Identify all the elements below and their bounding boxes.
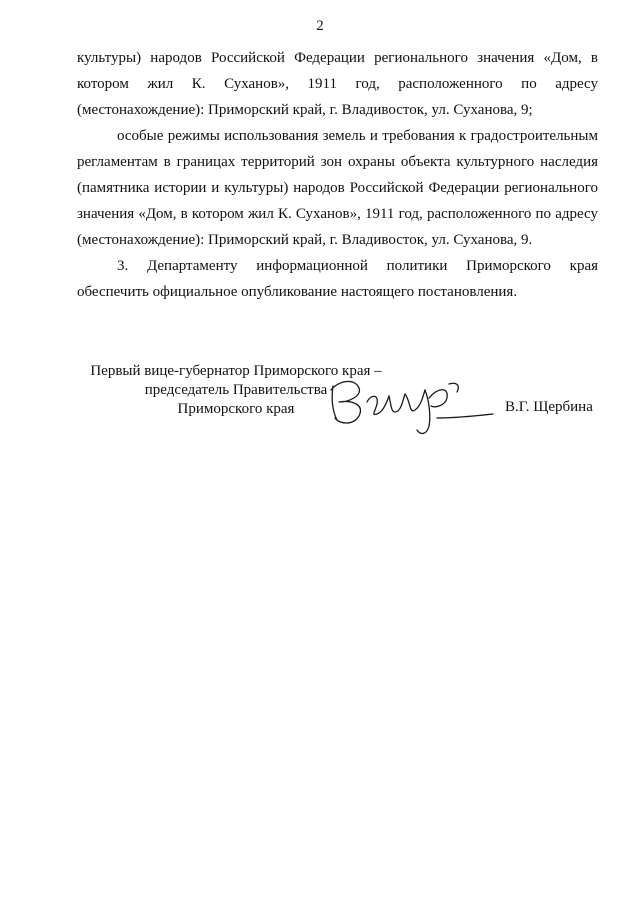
- signer-title-line: Приморского края: [177, 401, 295, 417]
- paragraph-land-use-regimes: особые режимы использования земель и требования к градостроительным регламентам в границах территорий зон охраны объекта культурного наследия (памятника истории и культуры) народов Российской Федерации регионального значения «Дом, в котором жил К. Суханов», 1911 год, расположенного по адресу (местонахождение): Приморский край, г. Владивосток, ул. Суханова, 9.: [77, 128, 598, 248]
- document-body: [77, 45, 598, 305]
- paragraph-continuation: культуры) народов Российской Федерации регионального значения «Дом, в котором жил К. Суханов», 1911 год, расположенного по адресу (местонахождение): Приморский край, г. Владивосток, ул. Суханова, 9;: [77, 50, 598, 118]
- signature-block: [0, 362, 640, 442]
- signer-title-line: Первый вице-губернатор Приморского края –: [90, 363, 382, 379]
- signer-title-line: председатель Правительства: [144, 382, 328, 398]
- paragraph-publication-order: 3. Департаменту информационной политики Приморского края обеспечить официальное опубликование настоящего постановления.: [77, 258, 598, 300]
- handwritten-signature: [325, 372, 495, 438]
- page-number: 2: [316, 18, 324, 34]
- signer-name: В.Г. Щербина: [505, 399, 593, 415]
